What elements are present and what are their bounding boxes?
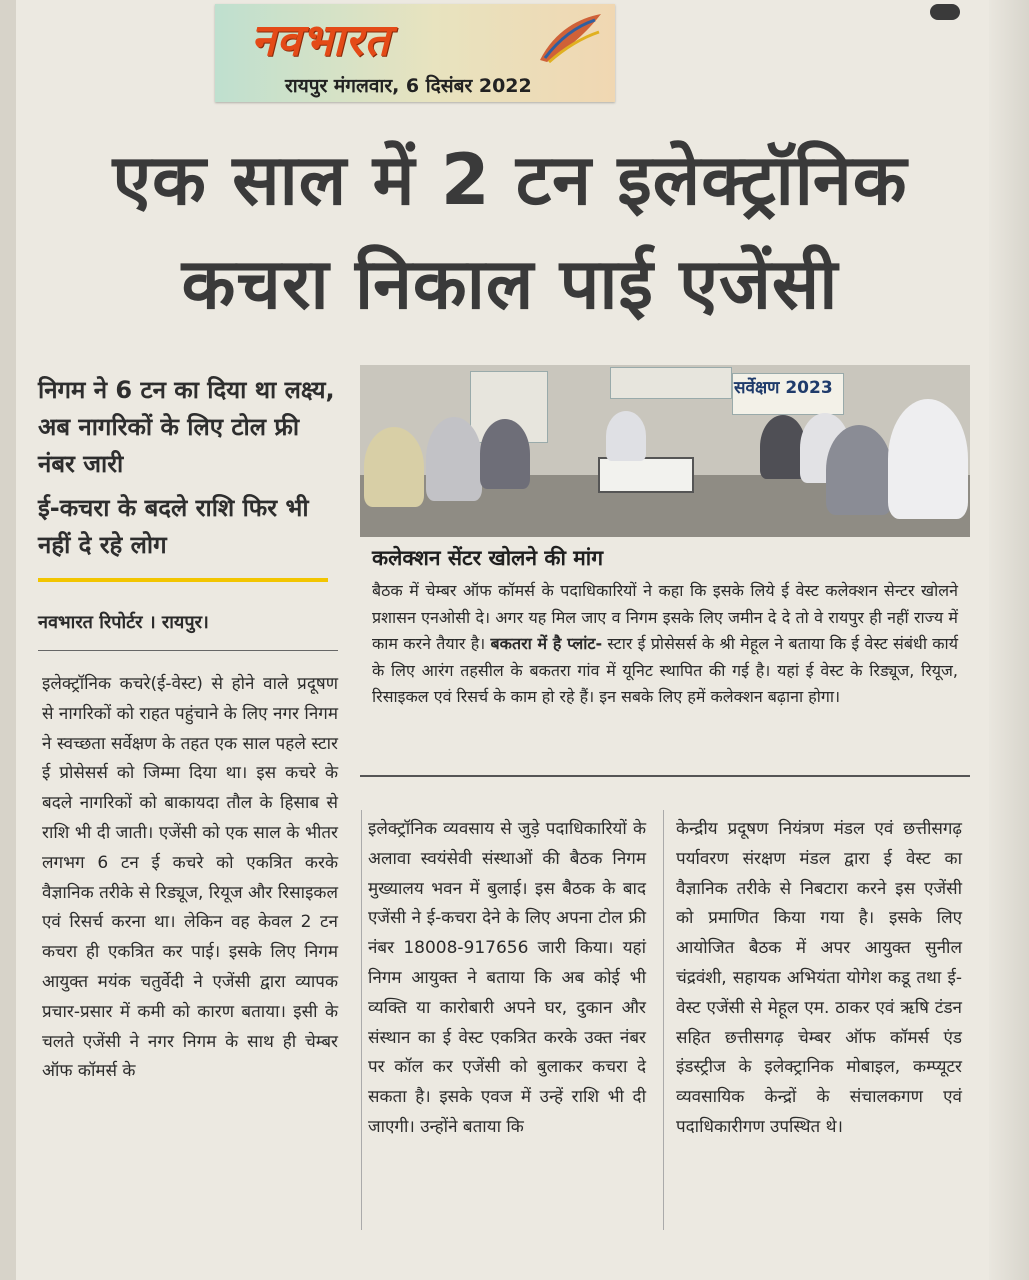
article-column-1: इलेक्ट्रॉनिक कचरे(ई-वेस्ट) से होने वाले प्रदूषण से नागरिकों को राहत पहुंचाने के लिए नगर निगम ने स्वच्छता सर्वेक्षण के तहत एक साल पहले स्टार ई प्रोसेसर्स को जिम्मा दिया था। इस कचरे के बदले नागरिकों को बाकायदा तौल के हिसाब से राशि भी दी जाती। एजेंसी को एक साल के भीतर लगभग 6 टन ई कचरे को एकत्रित करके वैज्ञानिक तरीके से रिड्यूज, रियूज और रिसाइकल एवं रिसर्च करना था। लेकिन वह केवल 2 टन कचरा ही एकत्रित कर पाई। इसके लिए निगम आयुक्त मयंक चतुर्वेदी ने एजेंसी द्वारा व्यापक प्रचार-प्रसार में कमी को कारण बताया। इसी के चलते एजेंसी ने नगर निगम के साथ ही चेम्बर ऑफ कॉमर्स के [42,674,338,1082]
photo-badge: सर्वेक्षण 2023 [734,378,833,398]
person-1 [364,427,424,507]
meeting-photo [360,365,970,537]
column-divider-1 [361,810,362,1230]
deck-1: निगम ने 6 टन का दिया था लक्ष्य, अब नागरिकों के लिए टोल फ्री नंबर जारी [38,376,335,478]
clip-pin-icon [930,4,960,20]
feather-logo-icon [535,10,605,68]
byline-divider [38,650,338,651]
person-7 [826,425,892,515]
deck-2: ई-कचरा के बदले राशि फिर भी नहीं दे रहे लोग [38,494,309,559]
column-divider-2 [663,810,664,1230]
page-edge-left [0,0,16,1280]
person-8 [888,399,968,519]
headline [20,128,1000,336]
person-3 [480,419,530,489]
caption-body [372,578,958,711]
photo-banner [610,367,732,399]
person-4 [606,411,646,461]
masthead-logo: नवभारत [251,15,391,66]
person-2 [426,417,482,501]
headline-line-1: एक साल में 2 टन इलेक्ट्रॉनिक [112,139,908,221]
dateline: रायपुर मंगलवार, 6 दिसंबर 2022 [285,75,532,97]
masthead [215,4,615,102]
caption-body-part-1: बैठक में चेम्बर ऑफ कॉमर्स के पदाधिकारियों ने कहा कि इसके लिये ई वेस्ट कलेक्शन सेन्टर खोलने प्रशासन एनओसी दे। अगर यह मिल जाए व निगम इसके लिए जमीन दे दे तो वे रायपुर ही नहीं राज्य में काम करने तैयार है। [372,581,958,654]
article-column-2: इलेक्ट्रॉनिक व्यवसाय से जुड़े पदाधिकारियों के अलावा स्वयंसेवी संस्थाओं की बैठक निगम मुख्यालय भवन में बुलाई। इस बैठक के बाद एजेंसी ने ई-कचरा देने के लिए अपना टोल फ्री नंबर 18008-917656 जारी किया। यहां निगम आयुक्त ने बताया कि अब कोई भी व्यक्ति या कारोबारी अपने घर, दुकान और संस्थान का ई वेस्ट एकत्रित करके उक्त नंबर पर कॉल कर एजेंसी को बुलाकर कचरा दे सकता है। इसके एवज में उन्हें राशि भी दी जाएगी। उन्होंने बताया कि [368,819,646,1137]
caption-heading: कलेक्शन सेंटर खोलने की मांग [372,546,604,570]
photo-nameplate [598,457,694,493]
byline: नवभारत रिपोर्टर । रायपुर। [38,612,209,633]
article-column-3: केन्द्रीय प्रदूषण नियंत्रण मंडल एवं छत्तीसगढ़ पर्यावरण संरक्षण मंडल द्वारा ई वेस्ट का वैज्ञानिक तरीके से निबटारा करने इस एजेंसी को प्रमाणित किया गया है। इसके लिए आयोजित बैठक में अपर आयुक्त सुनील चंद्रवंशी, सहायक अभियंता योगेश कडू तथा ई-वेस्ट एजेंसी से मेहूल एम. ठाकर एवं ऋषि टंडन सहित छत्तीसगढ़ चेम्बर ऑफ कॉमर्स एंड इंडस्ट्रीज के इलेक्ट्रानिक मोबाइल, कम्प्यूटर व्यवसायिक केन्द्रों के संचालकगण एवं पदाधिकारीगण उपस्थित थे। [676,819,962,1137]
caption-subhead: बकतरा में है प्लांट- [490,634,603,654]
caption-body-part-2: स्टार ई प्रोसेसर्स के श्री मेहूल ने बताया कि ई वेस्ट संबंधी कार्य के लिए आरंग तहसील के बकतरा गांव में यूनिट स्थापित की गई है। यहां ई वेस्ट के रिड्यूज, रियूज, रिसाइकल एवं रिसर्च के काम हो रहे हैं। इन सबके लिए हमें कलेक्शन बढ़ाना होगा। [372,634,958,707]
headline-line-2: कचरा निकाल पाई एजेंसी [181,243,839,325]
yellow-divider [38,578,328,582]
